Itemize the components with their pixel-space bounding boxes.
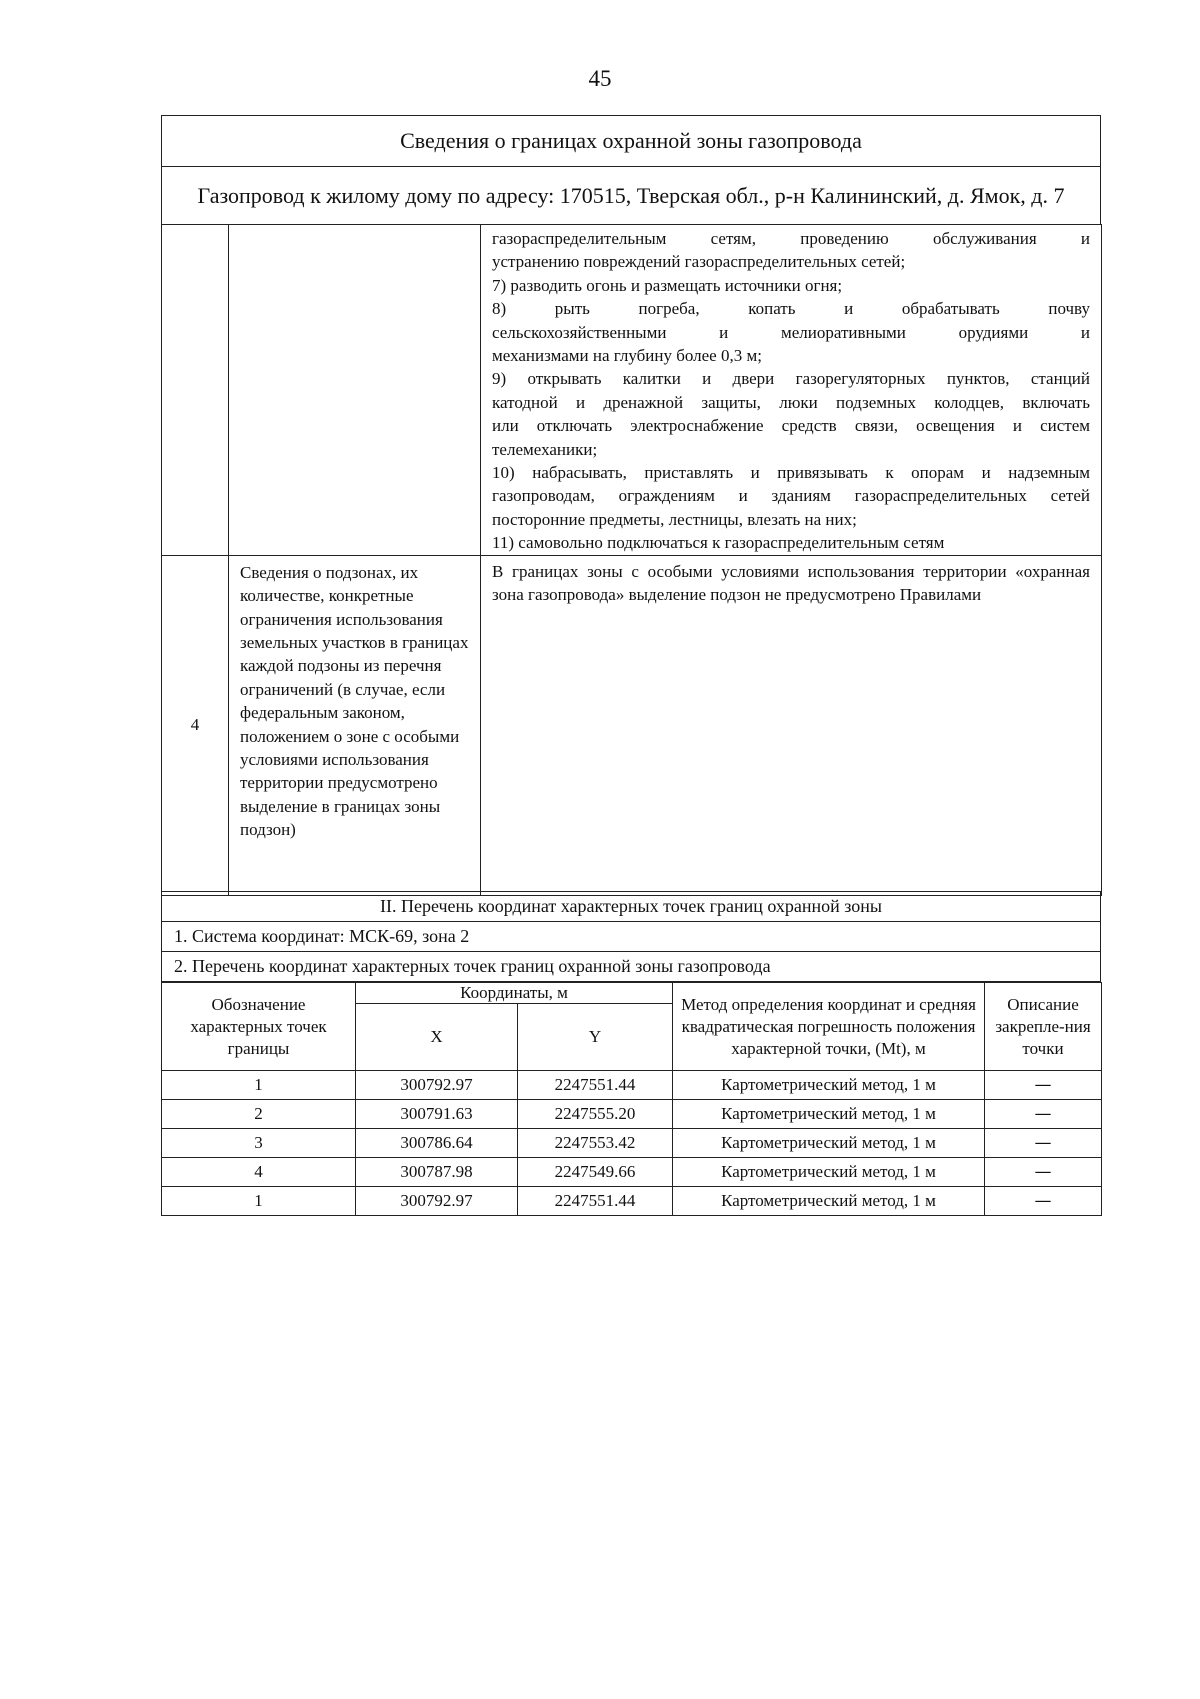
title-block xyxy=(161,115,1101,225)
restriction-line: устранению повреждений газораспределительных сетей; xyxy=(492,252,906,272)
restriction-line: катодной и дренажной защиты, люки подземных колодцев, включать xyxy=(492,392,1090,412)
title-table xyxy=(161,115,1101,225)
restriction-line: телемеханики; xyxy=(492,439,598,459)
restriction-line: газораспределительным сетям, проведению обслуживания и xyxy=(492,229,1090,248)
page-number: 45 xyxy=(588,66,612,91)
subzones-content: В границах зоны с особыми условиями использования территории «охранная зона газопровода» выделение подзон не предусмотрено Правилами xyxy=(481,555,1102,895)
description-cell: — xyxy=(985,1158,1102,1187)
description-cell: — xyxy=(985,1187,1102,1216)
method-cell: Картометрический метод, 1 м xyxy=(673,1071,985,1100)
coordinates-table xyxy=(161,982,1102,1216)
method-cell: Картометрический метод, 1 м xyxy=(673,1187,985,1216)
description-cell: — xyxy=(985,1100,1102,1129)
restrictions-table xyxy=(161,224,1102,896)
y-cell: 2247553.42 xyxy=(518,1129,673,1158)
restriction-line: 10) набрасывать, приставлять и привязывать к опорам и надземным xyxy=(492,463,1090,483)
restriction-line: 7) разводить огонь и размещать источники огня; xyxy=(492,275,843,295)
number-cell-empty xyxy=(162,225,229,556)
x-cell: 300786.64 xyxy=(356,1129,518,1158)
header-y: Y xyxy=(518,1004,673,1071)
y-cell: 2247551.44 xyxy=(518,1071,673,1100)
restriction-line: сельскохозяйственными и мелиоративными орудиями и xyxy=(492,322,1090,342)
restriction-line: посторонние предметы, лестницы, влезать на них; xyxy=(492,509,857,529)
section-heading: II. Перечень координат характерных точек границ охранной зоны xyxy=(162,892,1101,922)
restrictions-block xyxy=(161,224,1101,896)
table-row xyxy=(162,1129,1102,1158)
restrictions-continuation xyxy=(481,225,1102,556)
table-row xyxy=(162,1158,1102,1187)
table-row xyxy=(162,555,1102,895)
table-row xyxy=(162,1100,1102,1129)
label-cell-empty xyxy=(229,225,481,556)
subzones-label: Сведения о подзонах, их количестве, конкретные ограничения использования земельных участков в границах каждой подзоны из перечня ограничений (в случае, если федеральным законом, положением о зоне с особыми условиями использования территории предусмотрено выделение в границах зоны подзон) xyxy=(229,555,481,895)
point-cell: 1 xyxy=(162,1071,356,1100)
method-cell: Картометрический метод, 1 м xyxy=(673,1100,985,1129)
row-number: 4 xyxy=(162,555,229,895)
point-cell: 2 xyxy=(162,1100,356,1129)
method-cell: Картометрический метод, 1 м xyxy=(673,1129,985,1158)
method-cell: Картометрический метод, 1 м xyxy=(673,1158,985,1187)
restriction-line: или отключать электроснабжение средств связи, освещения и систем xyxy=(492,416,1090,436)
restriction-line: газопроводам, ограждениям и зданиям газораспределительных сетей xyxy=(492,486,1090,506)
document-subtitle: Газопровод к жилому дому по адресу: 170515, Тверская обл., р-н Калининский, д. Ямок, д. 7 xyxy=(162,167,1101,225)
header-x: X xyxy=(356,1004,518,1071)
description-cell: — xyxy=(985,1129,1102,1158)
coordinates-headings xyxy=(161,891,1101,982)
table-row xyxy=(162,1071,1102,1100)
restriction-line: 11) самовольно подключаться к газораспределительным сетям xyxy=(492,533,945,553)
restriction-line: 9) открывать калитки и двери газорегуляторных пунктов, станций xyxy=(492,369,1090,389)
header-description: Описание закрепле-ния точки xyxy=(985,983,1102,1071)
header-point: Обозначение характерных точек границы xyxy=(162,983,356,1071)
x-cell: 300792.97 xyxy=(356,1071,518,1100)
restriction-line: механизмами на глубину более 0,3 м; xyxy=(492,346,762,366)
coordinates-section xyxy=(161,891,1101,1216)
document-title: Сведения о границах охранной зоны газопровода xyxy=(162,116,1101,167)
y-cell: 2247549.66 xyxy=(518,1158,673,1187)
y-cell: 2247555.20 xyxy=(518,1100,673,1129)
header-method: Метод определения координат и средняя квадратическая погрешность положения характерной точки, (Мt), м xyxy=(673,983,985,1071)
point-cell: 4 xyxy=(162,1158,356,1187)
list-heading: 2. Перечень координат характерных точек границ охранной зоны газопровода xyxy=(162,952,1101,982)
description-cell: — xyxy=(985,1071,1102,1100)
point-cell: 3 xyxy=(162,1129,356,1158)
x-cell: 300787.98 xyxy=(356,1158,518,1187)
point-cell: 1 xyxy=(162,1187,356,1216)
x-cell: 300792.97 xyxy=(356,1187,518,1216)
table-row xyxy=(162,225,1102,556)
x-cell: 300791.63 xyxy=(356,1100,518,1129)
header-coordinates: Координаты, м xyxy=(356,983,673,1004)
restriction-line: 8) рыть погреба, копать и обрабатывать почву xyxy=(492,299,1090,319)
y-cell: 2247551.44 xyxy=(518,1187,673,1216)
coordinate-system: 1. Система координат: МСК-69, зона 2 xyxy=(162,922,1101,952)
table-row xyxy=(162,1187,1102,1216)
